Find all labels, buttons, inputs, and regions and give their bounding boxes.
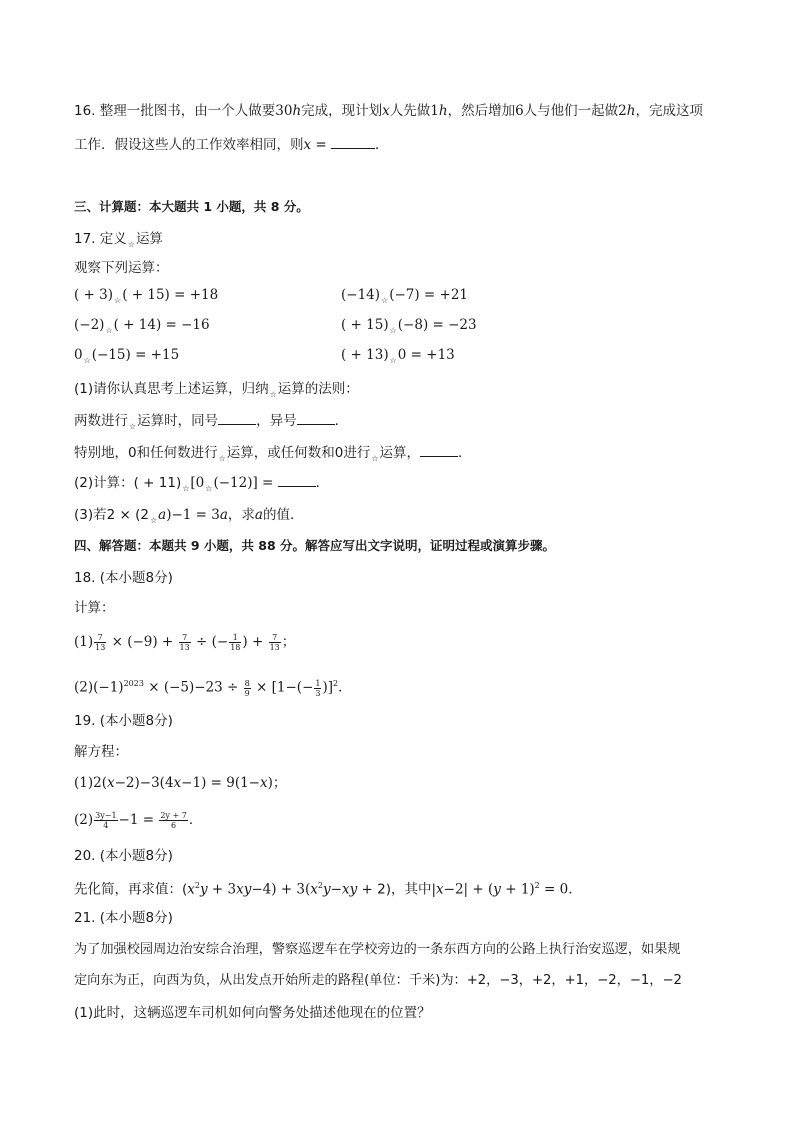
answer-blank xyxy=(331,134,375,149)
q17-eq-row2: $(-2)_☆( + 14) = -16$ ( + $15)_☆(-8) = -23$ xyxy=(74,317,477,335)
fraction: $\frac{7}{13}$ xyxy=(95,633,106,652)
q19-label: 解方程： xyxy=(74,744,128,760)
q16-line2: 工作．假设这些人的工作效率相同，则x = ． xyxy=(74,134,389,155)
q17-title: 17. 定义$_☆$运算 xyxy=(74,231,163,249)
q20-title: 20. (本小题8分) xyxy=(74,848,173,864)
q20-problem: 先化简，再求值：$(x^2y + 3xy-4) + 3(x^2y-xy + 2)$，其中$|x-2| + (y + 1)^2 = 0$. xyxy=(74,881,573,898)
star-icon: ☆ xyxy=(105,326,113,335)
q17-eq-row1: ( + $3)_☆( + 15) = +18$ $(-14)_☆(-7) = +21$ xyxy=(74,287,469,305)
star-icon: ☆ xyxy=(269,390,277,399)
star-icon: ☆ xyxy=(389,356,397,365)
q21-title: 21. (本小题8分) xyxy=(74,910,173,926)
star-icon: ☆ xyxy=(389,326,397,335)
q17-part3: (3)若$2 \times (2_☆a)-1 = 3a$，求a的值． xyxy=(74,507,304,525)
q18-part2: $(2)(-1)^{2023} \times (-5)-23$ ÷ $\frac{8}{9}$ × [1−(− $\frac{1}{3}$ )]$^2$． xyxy=(74,678,352,698)
q16-line1: 16. 整理一批图书，由一个人做要30h完成，现计划x人先做1h，然后增加6人与他们一起做2h，完成这项 xyxy=(74,103,703,119)
q19-title: 19. (本小题8分) xyxy=(74,713,173,729)
fraction: $\frac{3y-1}{4}$ xyxy=(95,811,117,830)
answer-blank xyxy=(278,472,316,487)
q17-rule-line: 两数进行$_☆$运算时，同号 ，异号 ． xyxy=(74,410,348,433)
q18-part1: (1) $\frac{7}{13}$ × (−9) + $\frac{7}{13}$ ÷ (− $\frac{1}{18}$ ) + $\frac{7}{13}$ ； xyxy=(74,633,296,652)
star-icon: ☆ xyxy=(149,516,158,525)
star-icon: ☆ xyxy=(218,454,226,463)
section-4-heading: 四、解答题：本题共 9 小题，共 88 分。解答应写出文字说明，证明过程或演算步骤。 xyxy=(74,538,556,553)
q21-line2: 定向东为正，向西为负，从出发点开始所走的路程(单位：千米)为：+2，−3，+2，+1，−2，−1，−2 xyxy=(74,973,682,988)
q17-eq-row3: $0_☆(-15) = +15$ ( + $13)_☆0 = +13$ xyxy=(74,347,455,365)
star-icon: ☆ xyxy=(381,296,389,305)
fraction: $\frac{7}{13}$ xyxy=(179,633,190,652)
star-icon: ☆ xyxy=(129,422,137,431)
q17-observe: 观察下列运算： xyxy=(74,260,169,276)
star-icon: ☆ xyxy=(83,356,91,365)
section-3-heading: 三、计算题：本大题共 1 小题，共 8 分。 xyxy=(74,199,309,214)
answer-blank xyxy=(218,410,256,425)
q21-line1: 为了加强校园周边治安综合治理，警察巡逻车在学校旁边的一条东西方向的公路上执行治安巡逻，如果规 xyxy=(74,942,681,957)
fraction: $\frac{7}{13}$ xyxy=(269,633,280,652)
q19-part2: (2) $\frac{3y-1}{4}$ −1 = $\frac{2y + 7}{6}$ ． xyxy=(74,811,203,830)
fraction: $\frac{2y + 7}{6}$ xyxy=(160,811,187,830)
star-icon: ☆ xyxy=(114,296,122,305)
answer-blank xyxy=(297,410,335,425)
q18-title: 18. (本小题8分) xyxy=(74,570,173,586)
star-icon: ☆ xyxy=(371,454,379,463)
star-icon: ☆ xyxy=(205,484,213,493)
q17-part2: (2)计算：( + $11)_☆[0_☆(-12)]$ = ． xyxy=(74,472,329,495)
fraction: $\frac{8}{9}$ xyxy=(244,678,250,698)
q21-part1: (1)此时，这辆巡逻车司机如何向警务处描述他现在的位置？ xyxy=(74,1005,431,1021)
fraction: $\frac{1}{3}$ xyxy=(315,678,321,698)
star-icon: ☆ xyxy=(127,240,135,249)
q17-special-line: 特别地，0和任何数进行$_☆$运算，或任何数和0进行$_☆$运算， ． xyxy=(74,442,472,465)
q17-part1: (1)请你认真思考上述运算，归纳$_☆$运算的法则： xyxy=(74,381,359,399)
answer-blank xyxy=(420,442,458,457)
q18-label: 计算： xyxy=(74,600,115,616)
q19-part1: (1)2(x−2)−3(4x−1) = 9(1−x)； xyxy=(74,775,287,791)
fraction: $\frac{1}{18}$ xyxy=(230,633,241,652)
star-icon: ☆ xyxy=(182,484,190,493)
